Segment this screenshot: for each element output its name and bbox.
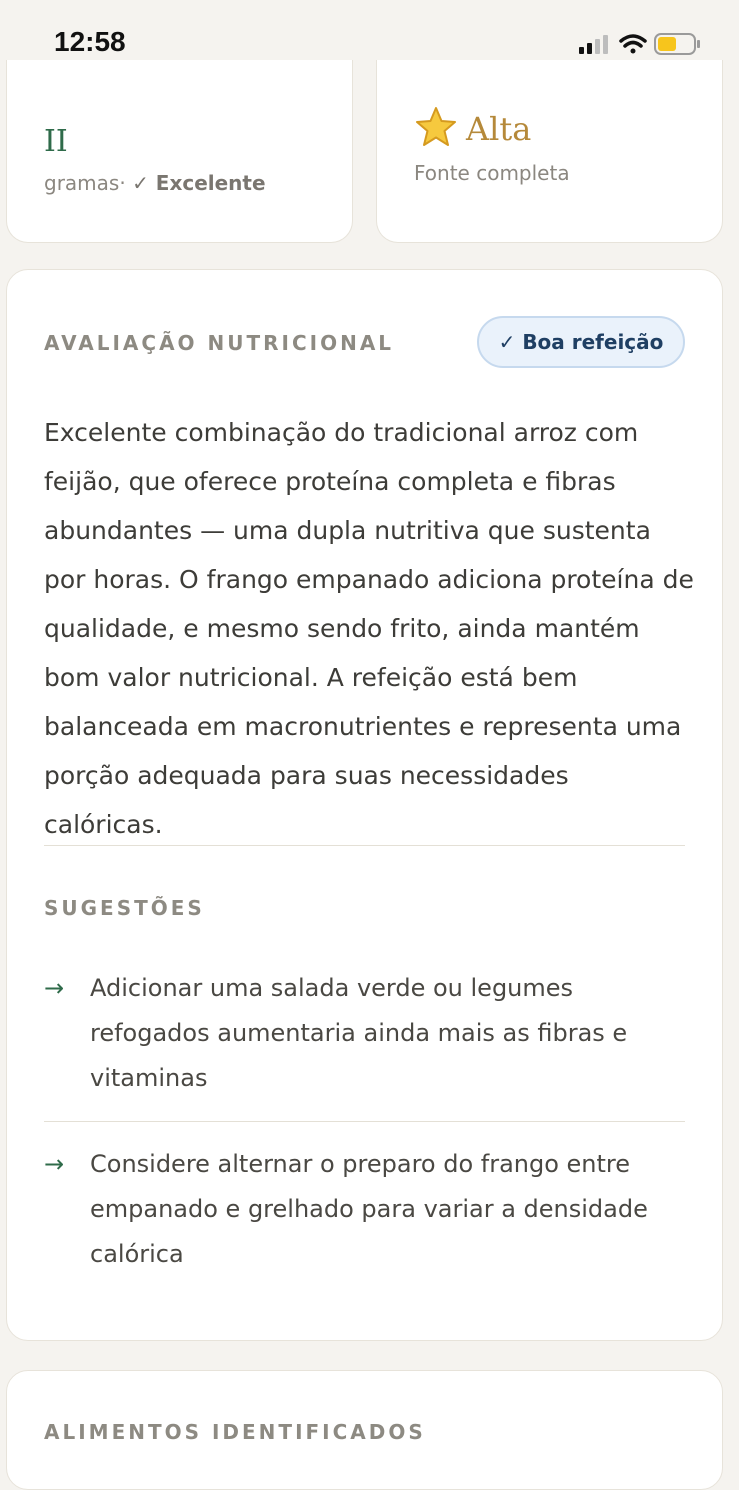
wifi-icon (621, 36, 645, 54)
suggestion-item (44, 1142, 684, 1282)
section-divider (44, 845, 685, 846)
suggestion-item (44, 966, 684, 1106)
evaluation-text: Excelente combinação do tradicional arroz com feijão, que oferece proteína completa e fibras abundantes — uma dupla nutritiva que sustenta por horas. O frango empanado adiciona proteína de qualidade, e mesmo sendo frito, ainda mantém bom valor nutricional. A refeição está bem balanceada em macronutrientes e representa uma porção adequada para suas necessidades calóricas. (44, 418, 694, 839)
evaluation-title: AVALIAÇÃO NUTRICIONAL (44, 331, 395, 355)
star-icon (414, 106, 458, 152)
suggestions-title: SUGESTÕES (44, 896, 205, 920)
suggestion-divider (44, 1121, 685, 1122)
status-icons-svg (579, 30, 709, 60)
identified-foods-title: ALIMENTOS IDENTIFICADOS (44, 1420, 426, 1444)
status-icons (579, 30, 709, 60)
arrow-right-icon: → (44, 1150, 65, 1178)
protein-quality-label: Alta (466, 110, 532, 148)
meal-rating-badge: ✓ Boa refeição (477, 316, 685, 368)
protein-unit: gramas (44, 171, 120, 195)
protein-quality-subtitle: Fonte completa (414, 161, 570, 185)
suggestion-text: Adicionar uma salada verde ou legumes refogados aumentaria ainda mais as fibras e vitaminas (90, 974, 628, 1092)
protein-amount-subtitle (44, 171, 266, 195)
protein-rating: ✓ Excelente (132, 171, 266, 195)
suggestion-text: Considere alternar o preparo do frango entre empanado e grelhado para variar a densidade calórica (90, 1150, 648, 1268)
protein-amount-value: II (44, 124, 68, 159)
status-time: 12:58 (54, 26, 126, 57)
signal-icon (579, 35, 608, 54)
separator-dot: · (119, 171, 126, 195)
battery-icon (655, 34, 700, 54)
arrow-right-icon: → (44, 974, 65, 1002)
